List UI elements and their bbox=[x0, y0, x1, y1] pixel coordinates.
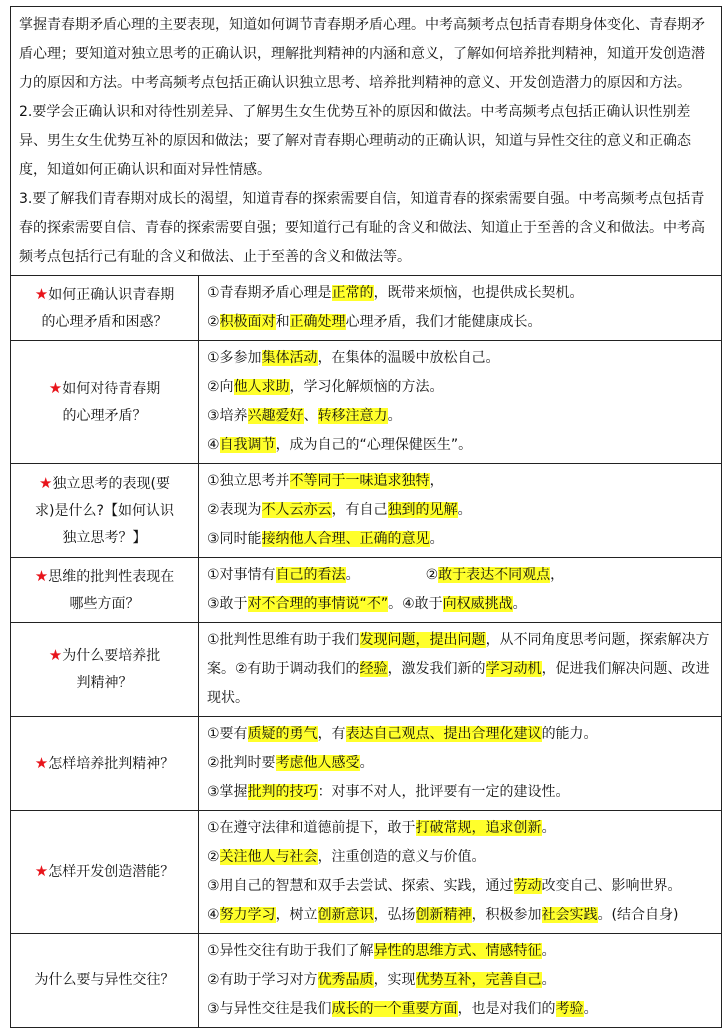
intro-cell bbox=[11, 7, 722, 276]
answer-text: 。 bbox=[583, 1001, 598, 1017]
question-text: 独立思考的表现(要求)是什么?【如何认识独立思考？】 bbox=[35, 475, 174, 546]
question-cell bbox=[11, 341, 199, 464]
answer-text: ②批判时要 bbox=[207, 755, 276, 771]
answer-text: ①多参加 bbox=[207, 350, 262, 366]
answer-line bbox=[207, 843, 713, 872]
highlighted-keyword: 自我调节 bbox=[219, 437, 276, 453]
star-icon: ★ bbox=[34, 753, 49, 772]
answer-text: ②向 bbox=[207, 379, 234, 395]
answer-text: ，也是对我们的 bbox=[457, 1001, 556, 1017]
question-text: 怎样开发创造潜能？ bbox=[48, 864, 175, 880]
question-wrap bbox=[45, 642, 165, 697]
answer-cell bbox=[199, 276, 722, 341]
highlighted-keyword: 经验 bbox=[359, 661, 388, 677]
highlighted-keyword: 自己的看法 bbox=[275, 567, 346, 583]
question-cell bbox=[11, 811, 199, 934]
highlighted-keyword: 学习动机 bbox=[485, 661, 542, 677]
answer-text: ② bbox=[425, 567, 439, 583]
highlighted-keyword: 优势互补，完善自己 bbox=[415, 972, 542, 988]
highlighted-keyword: 敢于表达不同观点 bbox=[438, 567, 551, 583]
highlighted-keyword: 独到的见解 bbox=[387, 502, 458, 518]
answer-text: 。 bbox=[429, 531, 444, 547]
qa-row bbox=[11, 934, 722, 1028]
question-wrap bbox=[30, 470, 180, 552]
answer-text: ③敢于 bbox=[207, 596, 248, 612]
question-cell bbox=[11, 717, 199, 811]
intro-paragraph-3: 3.要了解我们青春期对成长的渴望，知道青春的探索需要自信，知道青春的探索需要自强。中考高频考点包括青春的探索需要自信、青春的探索需要自强；要知道行己有耻的含义和做法、知道止于至善的含义和做法。中考高频考点包括行己有耻的含义和做法、止于至善的含义和做法等。 bbox=[19, 191, 705, 265]
answer-text: ，从不同角度思考问题，探索解决方案。②有助于调动我们的 bbox=[207, 632, 710, 677]
answer-line bbox=[207, 778, 713, 807]
answer-text: 、 bbox=[303, 408, 318, 424]
star-icon: ★ bbox=[48, 378, 63, 397]
answer-line bbox=[207, 901, 713, 930]
answer-text: 心理矛盾，我们才能健康成长。 bbox=[345, 314, 542, 330]
answer-line bbox=[207, 467, 713, 496]
answer-text: 。 bbox=[345, 567, 360, 583]
answer-cell bbox=[199, 341, 722, 464]
answer-line bbox=[207, 590, 713, 619]
highlighted-keyword: 社会实践 bbox=[541, 907, 598, 923]
answer-text: 。 bbox=[541, 972, 556, 988]
question-text: 如何对待青春期的心理矛盾？ bbox=[62, 380, 161, 424]
question-cell bbox=[11, 558, 199, 623]
answer-cell bbox=[199, 558, 722, 623]
highlighted-keyword: 对不合理的事情说“不” bbox=[247, 596, 389, 612]
answer-line bbox=[207, 496, 713, 525]
answer-line bbox=[207, 344, 713, 373]
answer-text: ②有助于学习对方 bbox=[207, 972, 318, 988]
highlighted-keyword: 质疑的勇气 bbox=[247, 726, 318, 742]
answer-line bbox=[207, 626, 713, 713]
answer-line bbox=[207, 373, 713, 402]
star-icon: ★ bbox=[34, 862, 49, 880]
highlighted-keyword: 批判的技巧 bbox=[247, 784, 318, 800]
answer-cell bbox=[199, 811, 722, 934]
answer-text: ， bbox=[550, 567, 565, 583]
answer-text: ，激发我们新的 bbox=[387, 661, 486, 677]
answer-text: ③用自己的智慧和双手去尝试、探索、实践，通过 bbox=[207, 878, 514, 894]
answer-line bbox=[207, 995, 713, 1024]
answer-text: ，有自己 bbox=[331, 502, 388, 518]
star-icon: ★ bbox=[34, 566, 49, 585]
answer-text: ，在集体的温暖中放松自己。 bbox=[317, 350, 500, 366]
answer-text: ，弘扬 bbox=[373, 907, 416, 923]
highlighted-keyword: 积极面对 bbox=[219, 314, 276, 330]
question-text: 为什么要与异性交往？ bbox=[34, 972, 175, 988]
answer-text: ② bbox=[207, 314, 220, 330]
answer-text: ①青春期矛盾心理是 bbox=[207, 285, 332, 301]
answer-text: ①对事情有 bbox=[207, 567, 276, 583]
intro-paragraph-2: 2.要学会正确认识和对待性别差异、了解男生女生优势互补的原因和做法。中考高频考点包括正确认识性别差异、男生女生优势互补的原因和做法；要了解对青春期心理萌动的正确认识，知道与异性交往的意义和正确态度，知道如何正确认识和面对异性情感。 bbox=[19, 104, 691, 178]
star-icon: ★ bbox=[34, 284, 49, 303]
question-cell bbox=[11, 276, 199, 341]
question-wrap bbox=[20, 750, 190, 778]
answer-text: ，促进我们解决问题、改进现状。 bbox=[207, 661, 710, 706]
answer-line bbox=[207, 749, 713, 778]
answer-text: 和 bbox=[275, 314, 290, 330]
answer-text: ②表现为 bbox=[207, 502, 262, 518]
answer-text: ，注重创造的意义与价值。 bbox=[317, 849, 486, 865]
answer-line bbox=[207, 872, 713, 901]
highlighted-keyword: 接纳他人合理、正确的意见 bbox=[261, 531, 430, 547]
highlighted-keyword: 转移注意力 bbox=[317, 408, 388, 424]
question-wrap bbox=[30, 281, 180, 336]
answer-text: ④ bbox=[207, 907, 220, 923]
highlighted-keyword: 正常的 bbox=[331, 285, 374, 301]
answer-cell bbox=[199, 623, 722, 717]
answer-line bbox=[207, 431, 713, 460]
answer-text: 改变自己、影响世界。 bbox=[541, 878, 682, 894]
answer-text: ④ bbox=[207, 437, 220, 453]
answer-line bbox=[207, 937, 713, 966]
answer-text: ①异性交往有助于我们了解 bbox=[207, 943, 374, 959]
highlighted-keyword: 成长的一个重要方面 bbox=[331, 1001, 458, 1017]
qa-row bbox=[11, 811, 722, 934]
question-wrap bbox=[45, 375, 165, 430]
answer-line bbox=[207, 561, 713, 590]
highlighted-keyword: 发现问题，提出问题 bbox=[359, 632, 486, 648]
qa-row bbox=[11, 341, 722, 464]
highlighted-keyword: 集体活动 bbox=[261, 350, 318, 366]
answer-text: 。(结合自身) bbox=[597, 907, 679, 923]
highlighted-keyword: 创新精神 bbox=[415, 907, 472, 923]
answer-cell bbox=[199, 717, 722, 811]
study-notes-table bbox=[10, 6, 722, 1028]
answer-text: 。④敢于 bbox=[388, 596, 443, 612]
question-text: 思维的批判性表现在哪些方面？ bbox=[48, 568, 175, 612]
question-text: 为什么要培养批判精神？ bbox=[62, 648, 161, 691]
highlighted-keyword: 优秀品质 bbox=[317, 972, 374, 988]
answer-text: ①独立思考并 bbox=[207, 473, 290, 489]
question-wrap bbox=[20, 858, 190, 886]
answer-line bbox=[207, 720, 713, 749]
answer-line bbox=[207, 525, 713, 554]
answer-line bbox=[207, 814, 713, 843]
highlighted-keyword: 不等同于一味追求独特 bbox=[289, 473, 430, 489]
answer-line bbox=[207, 279, 713, 308]
answer-text: 。 bbox=[512, 596, 527, 612]
answer-text: ：对事不对人，批评要有一定的建设性。 bbox=[317, 784, 570, 800]
highlighted-keyword: 兴趣爱好 bbox=[247, 408, 304, 424]
highlighted-keyword: 劳动 bbox=[513, 878, 542, 894]
answer-text: ② bbox=[207, 849, 220, 865]
highlighted-keyword: 异性的思维方式、情感特征 bbox=[373, 943, 542, 959]
highlighted-keyword: 正确处理 bbox=[289, 314, 346, 330]
answer-text: ③同时能 bbox=[207, 531, 262, 547]
highlighted-keyword: 他人求助 bbox=[233, 379, 290, 395]
answer-text: ，实现 bbox=[373, 972, 416, 988]
answer-text: ③与异性交往是我们 bbox=[207, 1001, 332, 1017]
answer-line bbox=[207, 402, 713, 431]
answer-text: 的能力。 bbox=[541, 726, 598, 742]
answer-text: 。 bbox=[359, 755, 374, 771]
answer-text: ③掌握 bbox=[207, 784, 248, 800]
highlighted-keyword: 向权威挑战 bbox=[442, 596, 513, 612]
answer-text: ，积极参加 bbox=[471, 907, 542, 923]
qa-row bbox=[11, 623, 722, 717]
qa-row bbox=[11, 464, 722, 558]
answer-text: ，学习化解烦恼的方法。 bbox=[289, 379, 444, 395]
question-text: 怎样培养批判精神？ bbox=[48, 755, 175, 772]
answer-text: ，有 bbox=[317, 726, 346, 742]
qa-row bbox=[11, 717, 722, 811]
question-wrap bbox=[20, 967, 190, 994]
highlighted-keyword: 表达自己观点、提出合理化建议 bbox=[345, 726, 542, 742]
qa-row bbox=[11, 276, 722, 341]
answer-cell bbox=[199, 464, 722, 558]
intro-paragraph-1: 掌握青春期矛盾心理的主要表现，知道如何调节青春期矛盾心理。中考高频考点包括青春期身体变化、青春期矛盾心理；要知道对独立思考的正确认识，理解批判精神的内涵和意义，了解如何培养批判精神，知道开发创造潜力的原因和方法。中考高频考点包括正确认识独立思考、培养批判精神的意义、开发创造潜力的原因和方法。 bbox=[19, 17, 705, 91]
answer-text: ， bbox=[429, 473, 444, 489]
answer-text: 。 bbox=[541, 943, 556, 959]
question-text: 如何正确认识青春期的心理矛盾和困惑？ bbox=[41, 286, 175, 330]
answer-text: ①要有 bbox=[207, 726, 248, 742]
question-cell bbox=[11, 464, 199, 558]
star-icon: ★ bbox=[48, 646, 63, 664]
answer-line bbox=[207, 308, 713, 337]
qa-row bbox=[11, 558, 722, 623]
highlighted-keyword: 努力学习 bbox=[219, 907, 276, 923]
highlighted-keyword: 打破常规，追求创新 bbox=[415, 820, 542, 836]
answer-text: ，既带来烦恼，也提供成长契机。 bbox=[373, 285, 584, 301]
answer-text: ③培养 bbox=[207, 408, 248, 424]
highlighted-keyword: 考虑他人感受 bbox=[275, 755, 360, 771]
highlighted-keyword: 考验 bbox=[555, 1001, 584, 1017]
answer-text: 。 bbox=[457, 502, 472, 518]
answer-line bbox=[207, 966, 713, 995]
highlighted-keyword: 关注他人与社会 bbox=[219, 849, 318, 865]
question-cell bbox=[11, 934, 199, 1028]
answer-text: 。 bbox=[387, 408, 402, 424]
star-icon: ★ bbox=[39, 473, 53, 492]
answer-text: ①批判性思维有助于我们 bbox=[207, 632, 360, 648]
answer-cell bbox=[199, 934, 722, 1028]
question-cell bbox=[11, 623, 199, 717]
highlighted-keyword: 创新意识 bbox=[317, 907, 374, 923]
answer-text: ，树立 bbox=[275, 907, 318, 923]
question-wrap bbox=[30, 563, 180, 618]
answer-text: 。 bbox=[541, 820, 556, 836]
intro-row bbox=[11, 7, 722, 276]
highlighted-keyword: 不人云亦云 bbox=[261, 502, 332, 518]
answer-text: ，成为自己的“心理保健医生”。 bbox=[275, 437, 473, 453]
answer-text: ①在遵守法律和道德前提下，敢于 bbox=[207, 820, 416, 836]
